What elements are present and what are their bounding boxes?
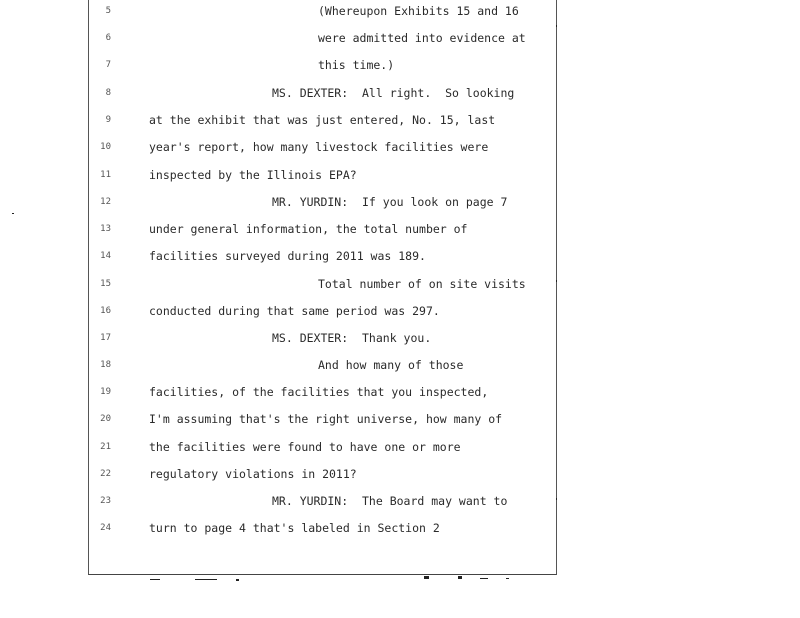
transcript-line xyxy=(89,249,556,269)
line-text: year's report, how many livestock facilities were xyxy=(149,140,489,154)
line-text: MR. YURDIN: If you look on page 7 xyxy=(272,195,508,209)
scan-speck xyxy=(480,578,488,579)
line-number: 8 xyxy=(105,88,111,98)
line-number: 22 xyxy=(100,469,111,479)
line-text: inspected by the Illinois EPA? xyxy=(149,168,357,182)
transcript-line xyxy=(89,113,556,133)
transcript-line xyxy=(89,86,556,106)
transcript-line xyxy=(89,195,556,215)
line-number: 10 xyxy=(100,142,111,152)
line-number: 19 xyxy=(100,387,111,397)
line-number: 7 xyxy=(105,60,111,70)
transcript-line xyxy=(89,358,556,378)
transcript-line xyxy=(89,277,556,297)
line-text: this time.) xyxy=(318,58,395,72)
transcript-line xyxy=(89,140,556,160)
scan-speck xyxy=(556,280,557,282)
line-text: the facilities were found to have one or more xyxy=(149,440,461,454)
transcript-line xyxy=(89,304,556,324)
transcript-line xyxy=(89,331,556,351)
line-number: 20 xyxy=(100,414,111,424)
line-text: (Whereupon Exhibits 15 and 16 xyxy=(318,4,519,18)
line-text: MS. DEXTER: Thank you. xyxy=(272,331,432,345)
transcript-line xyxy=(89,494,556,514)
transcript-line xyxy=(89,412,556,432)
line-number: 6 xyxy=(105,33,111,43)
scan-speck xyxy=(424,576,429,579)
line-number: 17 xyxy=(100,333,111,343)
line-text: facilities surveyed during 2011 was 189. xyxy=(149,249,426,263)
scan-speck xyxy=(195,579,217,580)
scan-speck xyxy=(12,213,14,214)
scan-speck xyxy=(556,25,557,27)
line-number: 9 xyxy=(105,115,111,125)
transcript-line xyxy=(89,31,556,51)
line-number: 15 xyxy=(100,279,111,289)
line-number: 12 xyxy=(100,197,111,207)
transcript-line xyxy=(89,168,556,188)
scan-speck xyxy=(556,498,557,500)
line-number: 5 xyxy=(105,6,111,16)
line-number: 13 xyxy=(100,224,111,234)
line-text: were admitted into evidence at xyxy=(318,31,526,45)
transcript-page xyxy=(88,0,557,575)
scan-speck xyxy=(506,578,509,579)
line-number: 18 xyxy=(100,360,111,370)
transcript-line xyxy=(89,222,556,242)
line-text: I'm assuming that's the right universe, how many of xyxy=(149,412,503,426)
line-number: 24 xyxy=(100,523,111,533)
transcript-line xyxy=(89,4,556,24)
transcript-line xyxy=(89,385,556,405)
line-text: conducted during that same period was 297. xyxy=(149,304,440,318)
line-number: 14 xyxy=(100,251,111,261)
line-text: facilities, of the facilities that you inspected, xyxy=(149,385,489,399)
transcript-line xyxy=(89,440,556,460)
line-text: And how many of those xyxy=(318,358,464,372)
line-number: 11 xyxy=(100,170,111,180)
line-text: MR. YURDIN: The Board may want to xyxy=(272,494,508,508)
scan-speck xyxy=(458,576,462,579)
transcript-line xyxy=(89,58,556,78)
scan-speck xyxy=(236,579,239,581)
line-text: MS. DEXTER: All right. So looking xyxy=(272,86,515,100)
line-text: under general information, the total number of xyxy=(149,222,468,236)
line-number: 21 xyxy=(100,442,111,452)
transcript-line xyxy=(89,467,556,487)
line-number: 23 xyxy=(100,496,111,506)
line-number: 16 xyxy=(100,306,111,316)
line-text: turn to page 4 that's labeled in Section 2 xyxy=(149,521,440,535)
line-text: regulatory violations in 2011? xyxy=(149,467,357,481)
scan-speck xyxy=(150,579,160,580)
transcript-line xyxy=(89,521,556,541)
line-text: at the exhibit that was just entered, No. 15, last xyxy=(149,113,496,127)
line-text: Total number of on site visits xyxy=(318,277,526,291)
